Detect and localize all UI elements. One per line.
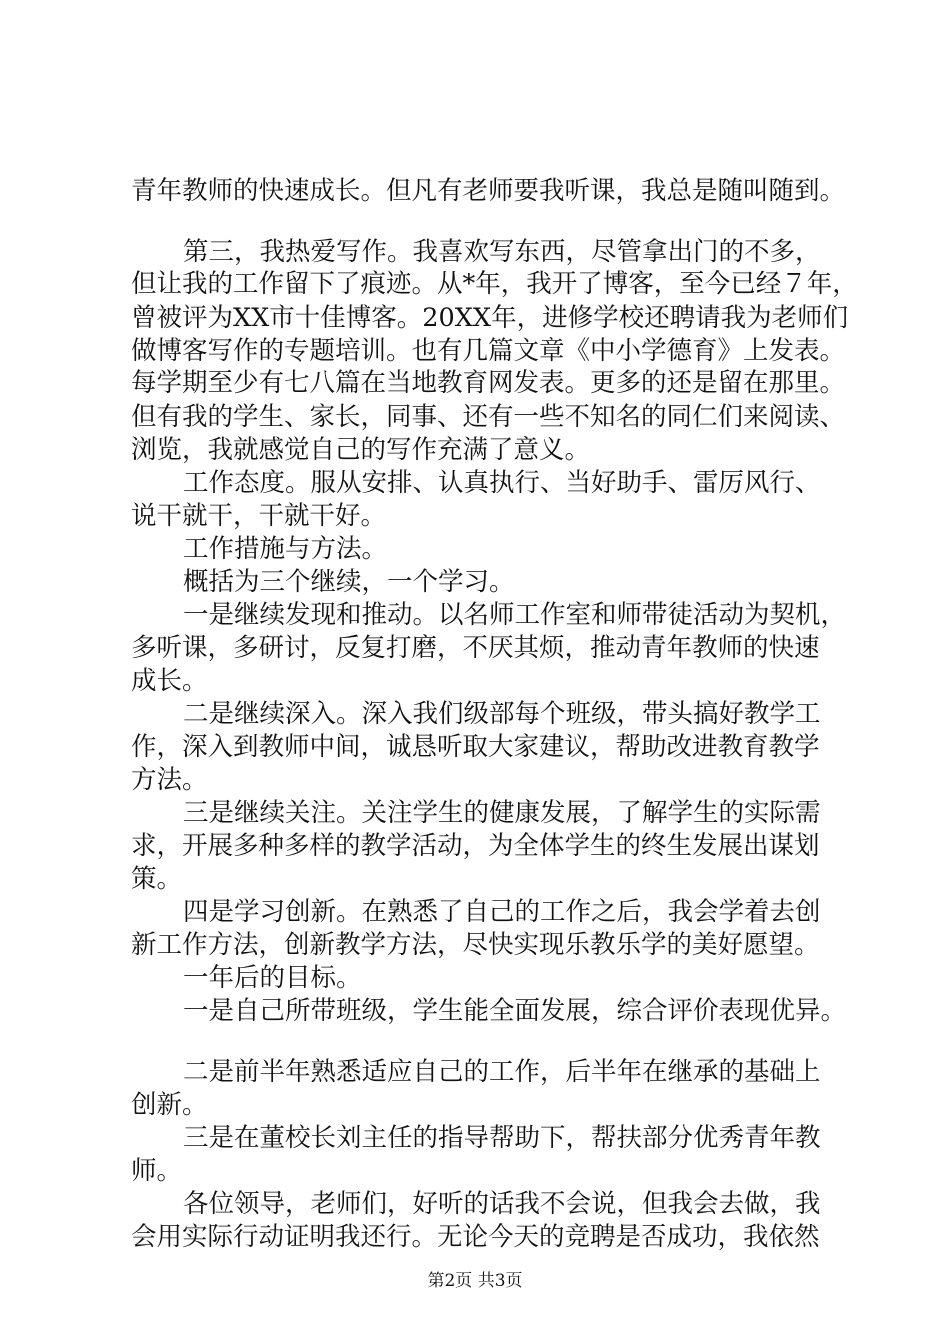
text-line: 求，开展多种多样的教学活动，为全体学生的终生发展出谋划	[131, 831, 820, 861]
text-line: 说干就干，干就干好。	[131, 501, 387, 531]
text-line: 新工作方法，创新教学方法，尽快实现乐教乐学的美好愿望。	[131, 930, 820, 960]
text-line: 方法。	[131, 765, 208, 795]
text-line: 做博客写作的专题培训。也有几篇文章《中小学德育》上发表。	[131, 336, 846, 366]
text-line: 会用实际行动证明我还行。无论今天的竞聘是否成功，我依然	[131, 1222, 820, 1252]
text-line: 浏览，我就感觉自己的写作充满了意义。	[131, 435, 591, 465]
text-line: 四是学习创新。在熟悉了自己的工作之后，我会学着去创	[183, 897, 821, 927]
text-line: 各位领导，老师们，好听的话我不会说，但我会去做，我	[183, 1189, 821, 1219]
page-footer: 第2页 共3页	[427, 1271, 523, 1291]
text-line: 但有我的学生、家长，同事、还有一些不知名的同仁们来阅读、	[131, 402, 846, 432]
text-line: 多听课，多研讨，反复打磨，不厌其烦，推动青年教师的快速	[131, 633, 820, 663]
text-line: 一是自己所带班级，学生能全面发展，综合评价表现优异。	[183, 996, 847, 1026]
text-line: 二是继续深入。深入我们级部每个班级，带头搞好教学工	[183, 699, 821, 729]
text-line: 一年后的目标。	[183, 963, 362, 993]
text-line: 一是继续发现和推动。以名师工作室和师带徒活动为契机，	[183, 600, 847, 630]
text-line: 青年教师的快速成长。但凡有老师要我听课，我总是随叫随到。	[131, 176, 846, 206]
text-line: 工作态度。服从安排、认真执行、当好助手、雷厉风行、	[183, 468, 821, 498]
text-line: 作，深入到教师中间，诚恳听取大家建议，帮助改进教育教学	[131, 732, 820, 762]
text-line: 三是在董校长刘主任的指导帮助下，帮扶部分优秀青年教	[183, 1123, 821, 1153]
text-line: 第三，我热爱写作。我喜欢写东西，尽管拿出门的不多，	[183, 237, 821, 267]
text-line: 概括为三个继续，一个学习。	[183, 567, 515, 597]
text-line: 曾被评为XX市十佳博客。20XX年，进修学校还聘请我为老师们	[131, 303, 849, 333]
text-line: 策。	[131, 864, 183, 894]
text-line: 成长。	[131, 666, 208, 696]
text-line: 每学期至少有七八篇在当地教育网发表。更多的还是留在那里。	[131, 368, 846, 398]
text-line: 但让我的工作留下了痕迹。从*年，我开了博客，至今已经７年，	[131, 269, 858, 299]
text-line: 工作措施与方法。	[183, 534, 388, 564]
text-line: 三是继续关注。关注学生的健康发展，了解学生的实际需	[183, 798, 821, 828]
text-line: 二是前半年熟悉适应自己的工作，后半年在继承的基础上	[183, 1057, 821, 1087]
text-line: 师。	[131, 1156, 183, 1186]
text-line: 创新。	[131, 1090, 208, 1120]
